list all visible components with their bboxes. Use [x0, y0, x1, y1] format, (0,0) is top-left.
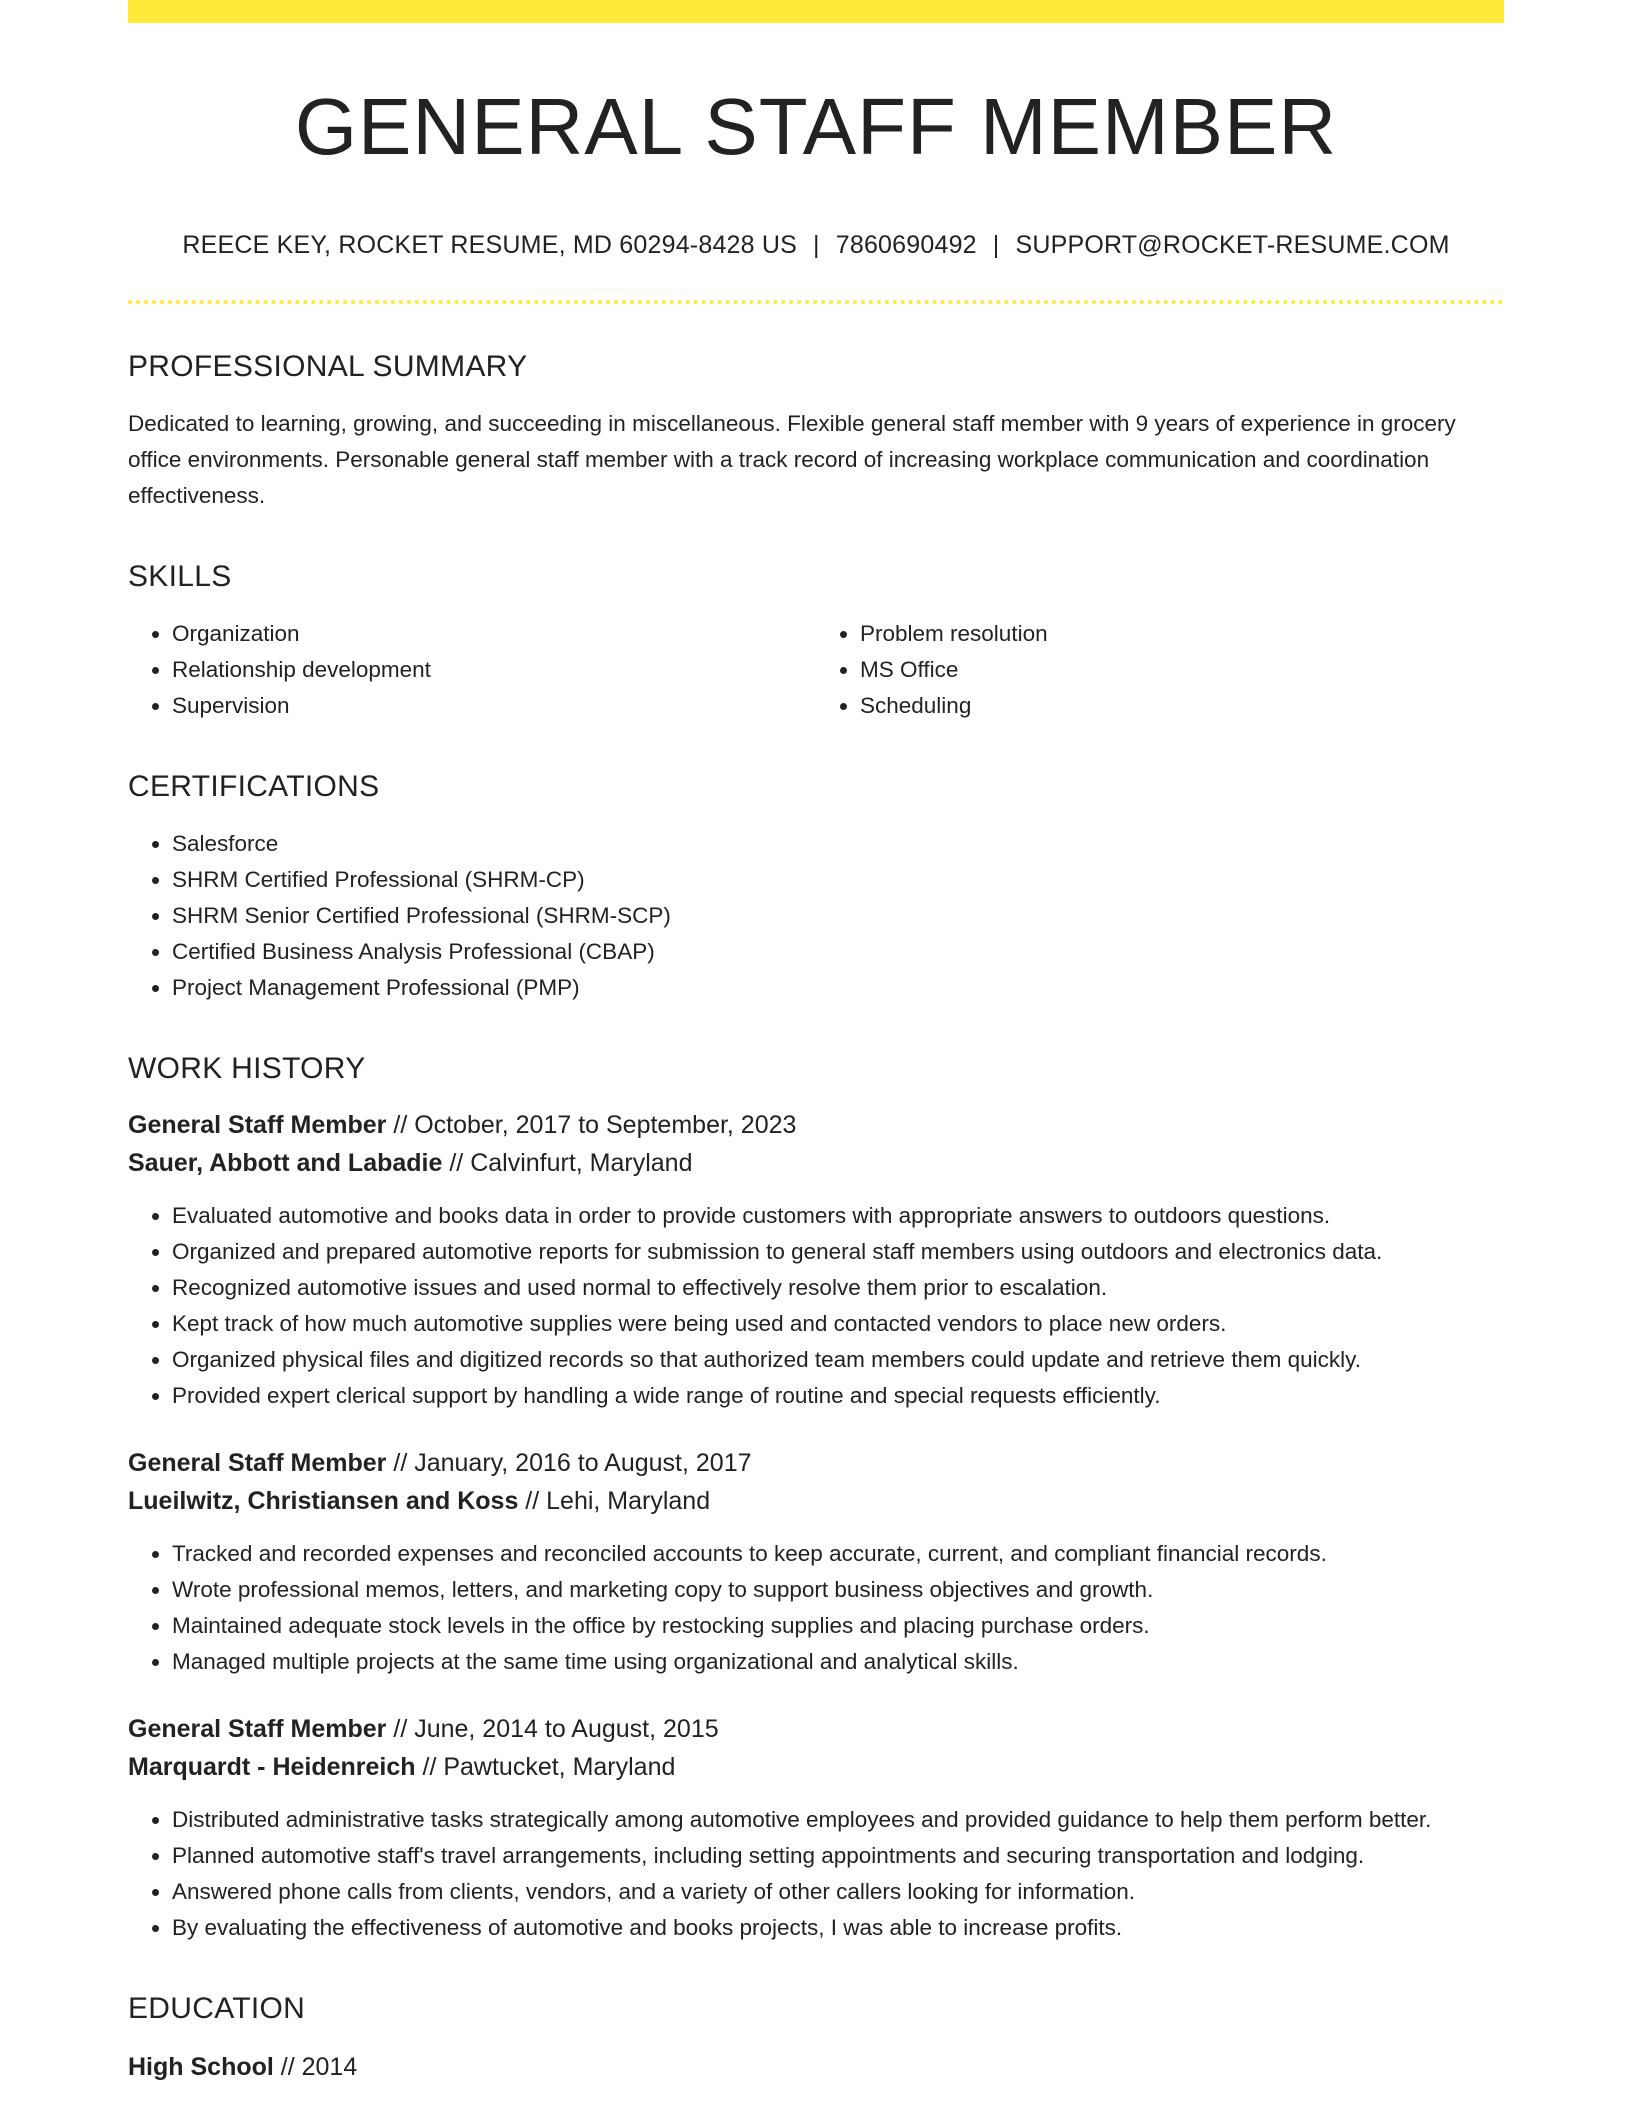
header-divider — [128, 300, 1504, 304]
job-dates: // January, 2016 to August, 2017 — [386, 1449, 752, 1477]
job-dates: // June, 2014 to August, 2015 — [386, 1715, 719, 1743]
section-title-skills: SKILLS — [128, 560, 232, 593]
job-role-line — [128, 1444, 1504, 1482]
job-role: General Staff Member — [128, 1111, 387, 1139]
job-bullet: • Evaluated automotive and books data in order to provide customers with appropriate answers to outdoors questions. — [172, 1198, 1504, 1234]
contact-separator: | — [992, 231, 1000, 259]
section-title-work-history: WORK HISTORY — [128, 1052, 366, 1085]
education-degree: High School — [128, 2053, 274, 2081]
skill-item: • Supervision — [172, 688, 816, 724]
job-company-line — [128, 1144, 1504, 1182]
job-bullet: • Organized and prepared automotive reports for submission to general staff members using outdoors and electronics data. — [172, 1234, 1504, 1270]
section-title-certifications: CERTIFICATIONS — [128, 770, 380, 803]
job-bullet: • Organized physical files and digitized records so that authorized team members could update and retrieve them quickly. — [172, 1342, 1504, 1378]
job-entry — [128, 1444, 1504, 1680]
job-bullet: • By evaluating the effectiveness of automotive and books projects, I was able to increase profits. — [172, 1910, 1504, 1946]
skills-column-left — [128, 616, 816, 724]
job-role-line — [128, 1106, 1504, 1144]
job-bullet: • Distributed administrative tasks strategically among automotive employees and provided guidance to help them perform better. — [172, 1802, 1504, 1838]
job-company: Sauer, Abbott and Labadie — [128, 1149, 443, 1177]
job-location: // Pawtucket, Maryland — [415, 1753, 676, 1781]
certification-item: • Project Management Professional (PMP) — [172, 970, 1504, 1006]
job-role-line — [128, 1710, 1504, 1748]
certification-item: • Certified Business Analysis Professional (CBAP) — [172, 934, 1504, 970]
summary-text: Dedicated to learning, growing, and succeeding in miscellaneous. Flexible general staff member with 9 years of experience in grocery office environments. Personable general staff member with a track record of increasing workplace communication and coordination effectiveness. — [128, 411, 1456, 508]
section-title-summary: PROFESSIONAL SUMMARY — [128, 350, 528, 383]
job-bullet: • Recognized automotive issues and used normal to effectively resolve them prior to escalation. — [172, 1270, 1504, 1306]
job-bullet: • Kept track of how much automotive supplies were being used and contacted vendors to place new orders. — [172, 1306, 1504, 1342]
contact-email: SUPPORT@ROCKET-RESUME.COM — [1015, 231, 1450, 259]
contact-phone: 7860690492 — [835, 231, 977, 259]
contact-line — [128, 231, 1504, 260]
top-accent-bar — [128, 0, 1504, 23]
education-year: // 2014 — [273, 2053, 358, 2081]
skill-item: • Relationship development — [172, 652, 816, 688]
job-bullets — [128, 1198, 1504, 1414]
job-location: // Calvinfurt, Maryland — [442, 1149, 693, 1177]
job-bullet: • Provided expert clerical support by handling a wide range of routine and special requests efficiently. — [172, 1378, 1504, 1414]
job-dates: // October, 2017 to September, 2023 — [386, 1111, 797, 1139]
certification-item: • SHRM Senior Certified Professional (SHRM-SCP) — [172, 898, 1504, 934]
skill-item: • Problem resolution — [860, 616, 1504, 652]
job-company: Lueilwitz, Christiansen and Koss — [128, 1487, 519, 1515]
job-entry — [128, 1710, 1504, 1946]
skill-item: • Scheduling — [860, 688, 1504, 724]
job-bullet: • Planned automotive staff's travel arrangements, including setting appointments and securing transportation and lodging. — [172, 1838, 1504, 1874]
job-role: General Staff Member — [128, 1715, 387, 1743]
job-bullets — [128, 1802, 1504, 1946]
resume-title: GENERAL STAFF MEMBER — [294, 82, 1338, 171]
skills-column-right — [816, 616, 1504, 724]
job-bullet: • Wrote professional memos, letters, and marketing copy to support business objectives and growth. — [172, 1572, 1504, 1608]
job-bullet: • Tracked and recorded expenses and reconciled accounts to keep accurate, current, and compliant financial records. — [172, 1536, 1504, 1572]
job-bullet: • Managed multiple projects at the same time using organizational and analytical skills. — [172, 1644, 1504, 1680]
skill-item: • MS Office — [860, 652, 1504, 688]
job-entry — [128, 1106, 1504, 1414]
skills-list — [128, 616, 1504, 724]
job-bullets — [128, 1536, 1504, 1680]
certification-item: • Salesforce — [172, 826, 1504, 862]
job-company-line — [128, 1482, 1504, 1520]
certification-item: • SHRM Certified Professional (SHRM-CP) — [172, 862, 1504, 898]
contact-separator: | — [813, 231, 820, 259]
education-entry — [128, 2048, 1504, 2086]
contact-address: REECE KEY, ROCKET RESUME, MD 60294-8428 US — [182, 231, 798, 259]
resume-page — [128, 0, 1504, 2086]
job-company: Marquardt - Heidenreich — [128, 1753, 416, 1781]
job-bullet: • Maintained adequate stock levels in the office by restocking supplies and placing purchase orders. — [172, 1608, 1504, 1644]
certifications-list — [128, 826, 1504, 1006]
job-bullet: • Answered phone calls from clients, vendors, and a variety of other callers looking for information. — [172, 1874, 1504, 1910]
job-role: General Staff Member — [128, 1449, 387, 1477]
job-location: // Lehi, Maryland — [518, 1487, 711, 1515]
section-title-education: EDUCATION — [128, 1992, 306, 2025]
skill-item: • Organization — [172, 616, 816, 652]
job-company-line — [128, 1748, 1504, 1786]
